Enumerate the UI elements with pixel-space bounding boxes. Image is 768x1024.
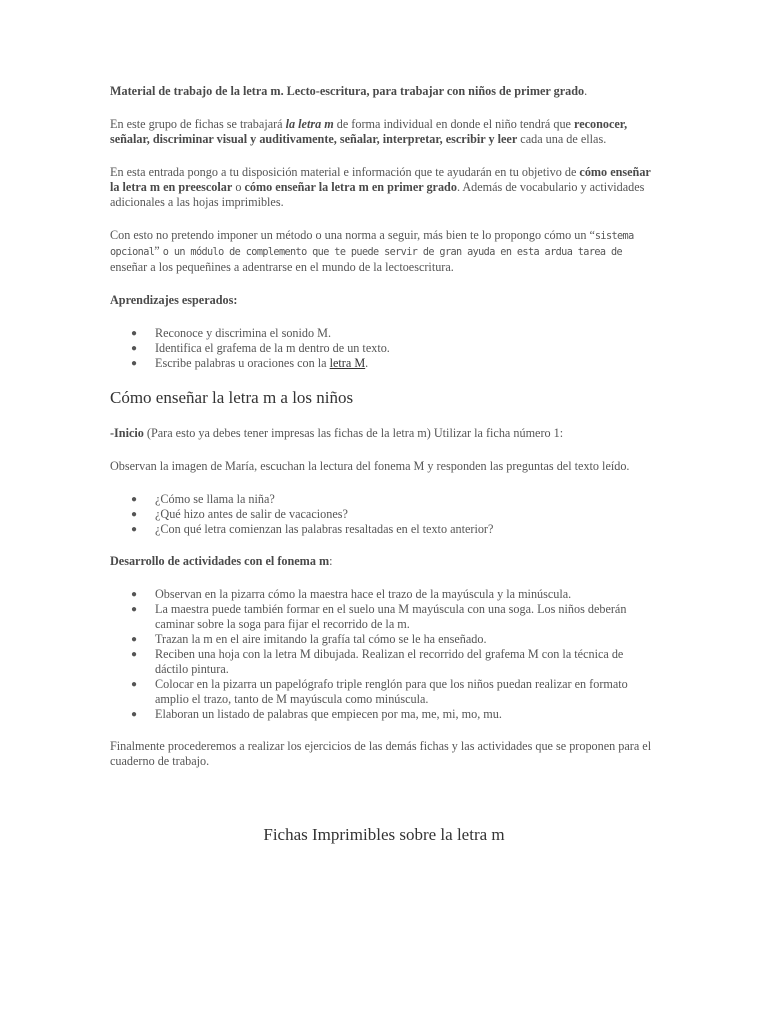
list-item: ● Escribe palabras u oraciones con la letra M. (131, 356, 369, 370)
desarrollo-list (110, 587, 658, 722)
section-heading-fichas-imprimibles: Fichas Imprimibles sobre la letra m (263, 825, 505, 844)
list-item: ● Observan en la pizarra cómo la maestra hace el trazo de la mayúscula y la minúscula. (131, 587, 572, 601)
bullet-icon: ● (131, 634, 138, 645)
list-item: ● ¿Qué hizo antes de salir de vacaciones? (131, 507, 348, 521)
list-item: ● Elaboran un listado de palabras que empiecen por ma, me, mi, mo, mu. (131, 707, 502, 721)
list-item: ● Identifica el grafema de la m dentro de un texto. (131, 341, 390, 355)
emphasis-letra-m: la letra m (285, 117, 334, 131)
aprendizajes-heading: Aprendizajes esperados: (110, 293, 238, 307)
bullet-icon: ● (131, 358, 138, 369)
list-item: ● Colocar en la pizarra un papelógrafo triple renglón para que los niños puedan realizar en formato amplio el trazo, tanto de M mayúscula como minúscula. (131, 677, 628, 706)
intro-title: Material de trabajo de la letra m. Lecto-escritura, para trabajar con niños de primer grado. (110, 84, 588, 98)
bullet-icon: ● (131, 343, 138, 354)
paragraph-entrada: En esta entrada pongo a tu disposición material e información que te ayudarán en tu objetivo de cómo enseñar la letra m en preescolar o cómo enseñar la letra m en primer grado. Además de vocabulario y actividades adicionales a las hojas imprimibles. (110, 165, 651, 209)
aprendizajes-list (110, 326, 658, 371)
section-heading-como-ensenar: Cómo enseñar la letra m a los niños (110, 388, 354, 407)
document-body (110, 84, 658, 787)
bullet-icon: ● (131, 328, 138, 339)
bullet-icon: ● (131, 509, 138, 520)
bullet-icon: ● (131, 679, 138, 690)
bullet-icon: ● (131, 649, 138, 660)
list-item: ● Trazan la m en el aire imitando la grafía tal cómo se le ha enseñado. (131, 632, 487, 646)
paragraph-final: Finalmente procederemos a realizar los ejercicios de las demás fichas y las actividades que se proponen para el cuaderno de trabajo. (110, 739, 652, 768)
list-item: ● Reconoce y discrimina el sonido M. (131, 326, 332, 340)
intro-title-bold: Material de trabajo de la letra m. Lecto-escritura, para trabajar con niños de primer grado (110, 84, 585, 98)
bullet-icon: ● (131, 709, 138, 720)
paragraph-observan: Observan la imagen de María, escuchan la lectura del fonema M y responden las preguntas del texto leído. (110, 459, 630, 473)
bullet-icon: ● (131, 494, 138, 505)
list-item: ● Reciben una hoja con la letra M dibujada. Realizan el recorrido del grafema M con la técnica de dáctilo pintura. (131, 647, 624, 676)
skills-bold: reconocer, señalar, discriminar visual y auditivamente, señalar, interpretar, escribir y leer (110, 117, 628, 146)
paragraph-metodo: Con esto no pretendo imponer un método o una norma a seguir, más bien te lo propongo cómo un “sistema opcional” o un módulo de complemento que te puede servir de gran ayuda en esta ardua tarea de enseñar a los pequeñines a adentrarse en el mundo de la lectoescritura. (110, 228, 634, 274)
paragraph-fichas: En este grupo de fichas se trabajará la letra m de forma individual en donde el niño tendrá que reconocer, señalar, discriminar visual y auditivamente, señalar, interpretar, escribir y leer cada una de ellas. (110, 117, 628, 146)
list-item: ● La maestra puede también formar en el suelo una M mayúscula con una soga. Los niños deberán caminar sobre la soga para fijar el recorrido de la m. (131, 602, 627, 631)
list-item: ● ¿Cómo se llama la niña? (131, 492, 275, 506)
list-item: ● ¿Con qué letra comienzan las palabras resaltadas en el texto anterior? (131, 522, 494, 536)
bullet-icon: ● (131, 589, 138, 600)
bullet-icon: ● (131, 604, 138, 615)
letra-m-link[interactable]: letra M (329, 356, 366, 370)
preguntas-list (110, 492, 658, 537)
desarrollo-heading: Desarrollo de actividades con el fonema m: (110, 554, 333, 568)
bullet-icon: ● (131, 524, 138, 535)
paragraph-inicio: -Inicio (Para esto ya debes tener impresas las fichas de la letra m) Utilizar la ficha número 1: (110, 426, 564, 440)
